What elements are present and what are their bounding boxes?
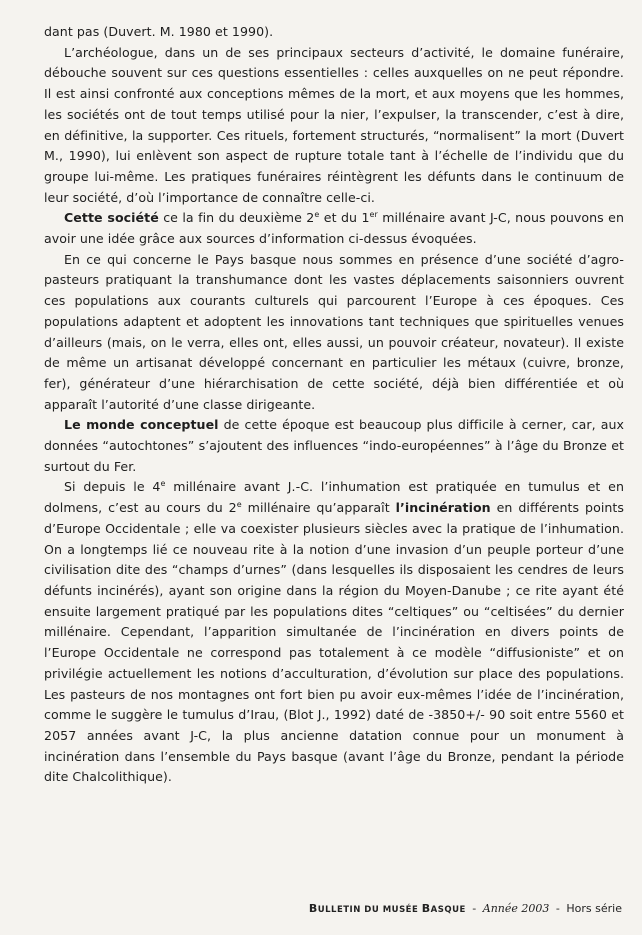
paragraph-archeologue [44,43,624,209]
paragraph-cette-societe [44,208,624,249]
footer-title-smallcaps: ASQUE [430,905,466,915]
paragraph-continuation [44,22,624,43]
footer-edition: Hors série [566,902,622,915]
page-footer [300,902,622,915]
superscript: e [236,500,242,510]
footer-title-smallcaps: ULLETIN DU [317,905,383,915]
paragraph-text: de cette époque est beaucoup plus difficile à cerner, car, aux données “autochtones” s’ajoutent des influences “indo-européennes” à l’âge du Bronze et surtout du Fer. [44,417,625,474]
paragraph-lead-heading: Cette société [64,210,159,226]
paragraph-text: millénaire qu’apparaît [241,500,396,516]
paragraph-text: ce la fin du deuxième 2 [158,210,315,226]
footer-separator: - [555,902,560,915]
footer-year: Année 2003 [482,902,550,915]
paragraph-text: et du 1 [319,210,370,226]
superscript: e [160,479,166,489]
article-body [44,22,624,788]
paragraph-text: dant pas (Duvert. M. 1980 et 1990). [44,24,274,39]
superscript: er [369,210,378,220]
paragraph-text: L’archéologue, dans un de ses principaux secteurs d’activité, le domaine funéraire, débouche souvent sur ces questions essentielles : celles auxquelles on ne peut répondre. Il est ainsi confronté aux conceptions mêmes de la mort, et aux moyens que les hommes, les sociétés ont de tout temps utilisé pour la nier, l’expulser, la transcender, c’est à dire, en définitive, la supporter. Ces rituels, fortement structurés, “normalisent” la mort (Duvert M., 1990), lui enlèvent son aspect de rupture totale tant à l’échelle de l’individu que du groupe lui-même. Les pratiques funéraires réintègrent les défunts dans le continuum de leur société, d’où l’importance de connaître celle-ci. [44,44,624,205]
footer-title-smallcaps: MUSÉE [382,905,422,915]
paragraph-monde-conceptuel [44,415,624,477]
paragraph-pays-basque [44,250,624,416]
footer-separator: - [472,902,477,915]
paragraph-incineration [44,477,624,788]
paragraph-text: En ce qui concerne le Pays basque nous sommes en présence d’une société d’agro-pasteurs pratiquant la transhumance dont les vastes déplacements saisonniers ouvrent ces populations aux courants culturels qui parcourent l’Europe à ces époques. Ces populations adaptent et adoptent les innovations tant techniques que spirituelles venues d’ailleurs (mais, on le verra, elles ont, elles aussi, un pouvoir créateur, novateur). Il existe de même un artisanat développé concernant en particulier les métaux (cuivre, bronze, fer), générateur d’une hiérarchisation de cette société, déjà bien différentiée et où apparaît l’autorité d’une classe dirigeante. [44,251,624,412]
paragraph-text: en différents points d’Europe Occidentale ; elle va coexister plusieurs siècles avec la pratique de l’inhumation. On a longtemps lié ce nouveau rite à la notion d’une invasion d’un peuple porteur d’une civilisation dite des “champs d’urnes” (dans lesquelles ils disposaient les cendres de leurs défunts incinérés), ayant son origine dans la région du Moyen-Danube ; ce rite ayant été ensuite largement pratiqué par les populations dites “celtiques” ou “celtisées” du dernier millénaire. Cependant, l’apparition simultanée de l’incinération en divers points de l’Europe Occidentale ne correspond pas totalement à ce modèle “diffusioniste” et on privilégie actuellement les notions d’acculturation, d’évolution sur place des populations. Les pasteurs de nos montagnes ont fort bien pu avoir eux-mêmes l’idée de l’incinération, comme le suggère le tumulus d’Irau, (Blot J., 1992) daté de -3850+/- 90 soit entre 5560 et 2057 années avant J-C, la plus ancienne datation connue pour un monument à incinération dans l’ensemble du Pays basque (avant l’âge du Bronze, pendant la période dite Chalcolithique). [44,500,624,785]
paragraph-lead-heading: Le monde conceptuel [64,417,219,433]
footer-title-initial: B [308,902,318,915]
footer-publication-title [309,902,466,915]
footer-title-initial: B [421,902,431,915]
paragraph-text: millénaire avant J-C, nous pouvons en avoir une idée grâce aux sources d’information ci-dessus évoquées. [44,210,624,247]
paragraph-text: Si depuis le 4 [64,479,161,495]
paragraph-text: millénaire avant J.-C. l’inhumation est pratiquée en tumulus et en dolmens, c’est au cours du 2 [44,479,624,516]
superscript: e [314,210,320,220]
paragraph-lead-heading: l’incinération [395,500,491,516]
